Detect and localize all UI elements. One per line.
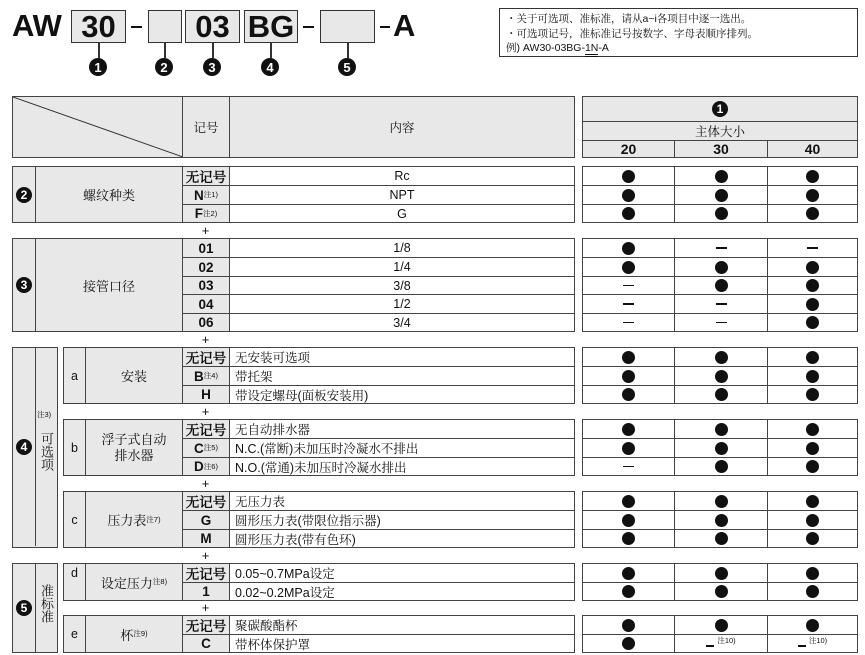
semi-standard-label: 准标准	[39, 583, 54, 623]
available-dot-icon	[806, 460, 819, 473]
code-C: C 注5)	[194, 440, 218, 456]
code-F: F 注2)	[194, 206, 218, 221]
content-rc: Rc	[394, 169, 410, 183]
example-underlined: 1N	[585, 42, 598, 57]
available-dot-icon	[715, 514, 728, 527]
available-dot-icon	[715, 170, 728, 183]
available-dot-icon	[622, 495, 635, 508]
available-dot-icon	[715, 423, 728, 436]
available-dot-icon	[806, 189, 819, 202]
code-N: N 注1)	[194, 187, 218, 203]
header-body-size: 主体大小	[694, 125, 745, 139]
marker-5-icon: 5	[16, 600, 32, 616]
available-dot-icon	[806, 567, 819, 580]
available-dot-icon	[715, 388, 728, 401]
available-dot-icon	[622, 189, 635, 202]
size-40: 40	[804, 141, 821, 157]
marker-3-icon: 3	[203, 58, 221, 76]
box-body-size: 30	[71, 10, 126, 43]
content-bracket: 带托架	[235, 370, 273, 384]
available-dot-icon	[806, 585, 819, 598]
section-options-label	[12, 347, 58, 548]
marker-5-icon: 5	[338, 58, 356, 76]
plus-sign: +	[201, 332, 210, 347]
marker-1-icon: 1	[712, 101, 728, 117]
ordering-notes	[499, 8, 858, 57]
part-suffix: A	[393, 8, 416, 43]
available-dot-icon	[622, 261, 635, 274]
size-30: 30	[713, 141, 729, 157]
code-none: 无记号	[185, 351, 227, 366]
group-letter-a: a	[64, 348, 85, 403]
note-line-2: ・可选项记号，准标准记号按数字、字母表顺序排列。	[506, 27, 758, 40]
code-B: B 注4)	[194, 368, 218, 384]
section-thread-right	[582, 166, 858, 223]
available-dot-icon	[806, 351, 819, 364]
section-port-left	[12, 238, 575, 332]
available-dot-icon	[622, 207, 635, 220]
content-3-4: 3/4	[393, 315, 411, 330]
available-dot-icon	[806, 495, 819, 508]
marker-4-icon: 4	[261, 58, 279, 76]
available-dot-icon	[715, 460, 728, 473]
content-no: N.O.(常通)未加压时冷凝水排出	[235, 460, 407, 475]
code-06: 06	[198, 315, 214, 330]
content-no-drain: 无自动排水器	[235, 423, 311, 437]
unavailable-dash-icon	[716, 322, 727, 324]
dash	[380, 26, 390, 28]
available-dot-icon	[806, 279, 819, 292]
group-b-availability	[582, 419, 858, 476]
box-options: BG	[244, 10, 298, 43]
available-dot-icon	[806, 388, 819, 401]
code-04: 04	[198, 296, 214, 312]
content-3-8: 3/8	[393, 278, 411, 293]
code-none: 无记号	[185, 495, 227, 510]
group-letter-c: c	[64, 492, 85, 547]
available-dot-icon	[715, 442, 728, 455]
available-dot-icon	[622, 388, 635, 401]
table-header-left	[12, 96, 575, 158]
available-dot-icon	[622, 442, 635, 455]
group-letter-e: e	[64, 616, 85, 652]
available-dot-icon	[622, 170, 635, 183]
available-dot-icon	[622, 351, 635, 364]
group-a-mounting	[63, 347, 575, 404]
available-dot-icon	[715, 619, 728, 632]
content-bowl-guard: 带杯体保护罩	[235, 637, 311, 652]
set-pressure-label: 设定压力 注8)	[86, 564, 182, 600]
available-dot-icon	[715, 279, 728, 292]
code-none: 无记号	[185, 619, 227, 634]
section-port-right	[582, 238, 858, 332]
content-g: G	[397, 206, 407, 221]
available-dot-icon	[806, 298, 819, 311]
plus-sign: +	[201, 404, 210, 419]
available-dot-icon	[715, 370, 728, 383]
code-H: H	[201, 387, 211, 402]
dash	[131, 26, 142, 28]
code-1: 1	[202, 584, 210, 599]
available-dot-icon	[806, 442, 819, 455]
content-pressure-std: 0.05~0.7MPa设定	[235, 567, 335, 581]
thread-type-label: 螺纹种类	[36, 167, 182, 222]
group-c-gauge	[63, 491, 575, 548]
marker-3-icon: 3	[16, 277, 32, 293]
content-1-8: 1/8	[393, 241, 411, 255]
available-dot-icon	[622, 370, 635, 383]
content-nc: N.C.(常断)未加压时冷凝水不排出	[235, 442, 419, 456]
available-dot-icon	[715, 567, 728, 580]
diagonal-line	[13, 97, 183, 157]
available-dot-icon	[715, 189, 728, 202]
header-code: 记号	[193, 121, 219, 135]
unavailable-dash-icon	[623, 285, 634, 287]
unavailable-dash-icon	[798, 645, 806, 647]
unavailable-with-note	[675, 635, 767, 652]
available-dot-icon	[622, 567, 635, 580]
note-10: 注10)	[808, 636, 828, 645]
code-02: 02	[198, 259, 214, 275]
section-semi-standard-label	[12, 563, 58, 653]
marker-1-icon: 1	[89, 58, 107, 76]
unavailable-dash-icon	[706, 645, 714, 647]
port-size-label: 接管口径	[36, 239, 182, 331]
available-dot-icon	[715, 261, 728, 274]
available-dot-icon	[715, 351, 728, 364]
code-none: 无记号	[185, 567, 227, 582]
group-letter-b: b	[64, 420, 85, 475]
group-d-set-pressure	[63, 563, 575, 601]
code-03: 03	[198, 278, 214, 293]
note-line-1: ・关于可选项、准标准，请从a~i各项目中逐一选出。	[506, 13, 752, 25]
content-no-mounting: 无安装可选项	[235, 351, 311, 365]
available-dot-icon	[806, 207, 819, 220]
plus-sign: +	[201, 223, 210, 238]
available-dot-icon	[622, 619, 635, 632]
note-10: 注10)	[717, 636, 736, 645]
options-note: 注3)	[37, 410, 52, 419]
size-20: 20	[620, 141, 637, 157]
dash	[303, 26, 314, 28]
group-d-availability	[582, 563, 858, 601]
unavailable-dash-icon	[623, 303, 634, 305]
available-dot-icon	[806, 170, 819, 183]
marker-4-icon: 4	[16, 439, 32, 455]
available-dot-icon	[622, 514, 635, 527]
available-dot-icon	[806, 423, 819, 436]
available-dot-icon	[806, 532, 819, 545]
available-dot-icon	[715, 585, 728, 598]
marker-2-icon: 2	[16, 187, 32, 203]
bowl-label: 杯 注9)	[86, 616, 182, 652]
content-set-nut: 带设定螺母(面板安装用)	[235, 388, 369, 403]
plus-sign: +	[201, 548, 210, 563]
content-1-4: 1/4	[393, 260, 411, 274]
content-pc-bowl: 聚碳酸酯杯	[235, 619, 298, 633]
auto-drain-label: 浮子式自动 排水器	[86, 420, 182, 475]
code-D: D 注6)	[194, 459, 218, 474]
available-dot-icon	[806, 261, 819, 274]
marker-2-icon: 2	[155, 58, 173, 76]
unavailable-dash-icon	[807, 247, 818, 249]
code-01: 01	[198, 240, 214, 256]
gauge-label: 压力表 注7)	[86, 492, 182, 547]
available-dot-icon	[715, 207, 728, 220]
box-port-size: 03	[185, 10, 240, 43]
unavailable-dash-icon	[716, 247, 727, 249]
group-b-auto-drain	[63, 419, 575, 476]
group-e-bowl	[63, 615, 575, 653]
content-gauge-color: 圆形压力表(带有色环)	[235, 532, 356, 547]
available-dot-icon	[806, 514, 819, 527]
code-none: 无记号	[185, 423, 227, 438]
part-prefix: AW	[12, 8, 62, 43]
content-pressure-low: 0.02~0.2MPa设定	[235, 585, 335, 600]
content-no-gauge: 无压力表	[235, 495, 286, 509]
header-content: 内容	[389, 121, 415, 135]
available-dot-icon	[622, 532, 635, 545]
options-label: 可选项	[39, 431, 54, 471]
plus-sign: +	[201, 476, 210, 491]
available-dot-icon	[806, 370, 819, 383]
group-e-availability	[582, 615, 858, 653]
box-thread-type	[148, 10, 182, 43]
unavailable-dash-icon	[623, 466, 634, 468]
code-M: M	[200, 531, 212, 546]
available-dot-icon	[622, 585, 635, 598]
group-c-availability	[582, 491, 858, 548]
section-thread-left	[12, 166, 575, 223]
available-dot-icon	[806, 316, 819, 329]
available-dot-icon	[622, 637, 635, 650]
available-dot-icon	[806, 619, 819, 632]
content-gauge-limit: 圆形压力表(带限位指示器)	[235, 514, 381, 528]
available-dot-icon	[715, 495, 728, 508]
code-C: C	[201, 636, 211, 651]
group-a-availability	[582, 347, 858, 404]
available-dot-icon	[715, 532, 728, 545]
mounting-label: 安装	[86, 348, 182, 403]
unavailable-dash-icon	[623, 322, 634, 324]
code-none: 无记号	[185, 170, 227, 185]
note-example: 例) AW30-03BG-1N-A	[506, 41, 851, 56]
code-G: G	[200, 512, 212, 528]
available-dot-icon	[622, 423, 635, 436]
group-letter-d: d	[64, 564, 85, 600]
content-npt: NPT	[389, 188, 415, 202]
box-semi-standard	[320, 10, 375, 43]
plus-sign: +	[201, 600, 210, 615]
table-header-right	[582, 96, 858, 158]
unavailable-dash-icon	[716, 303, 727, 305]
content-1-2: 1/2	[393, 297, 411, 311]
unavailable-with-note	[768, 635, 857, 652]
available-dot-icon	[622, 242, 635, 255]
